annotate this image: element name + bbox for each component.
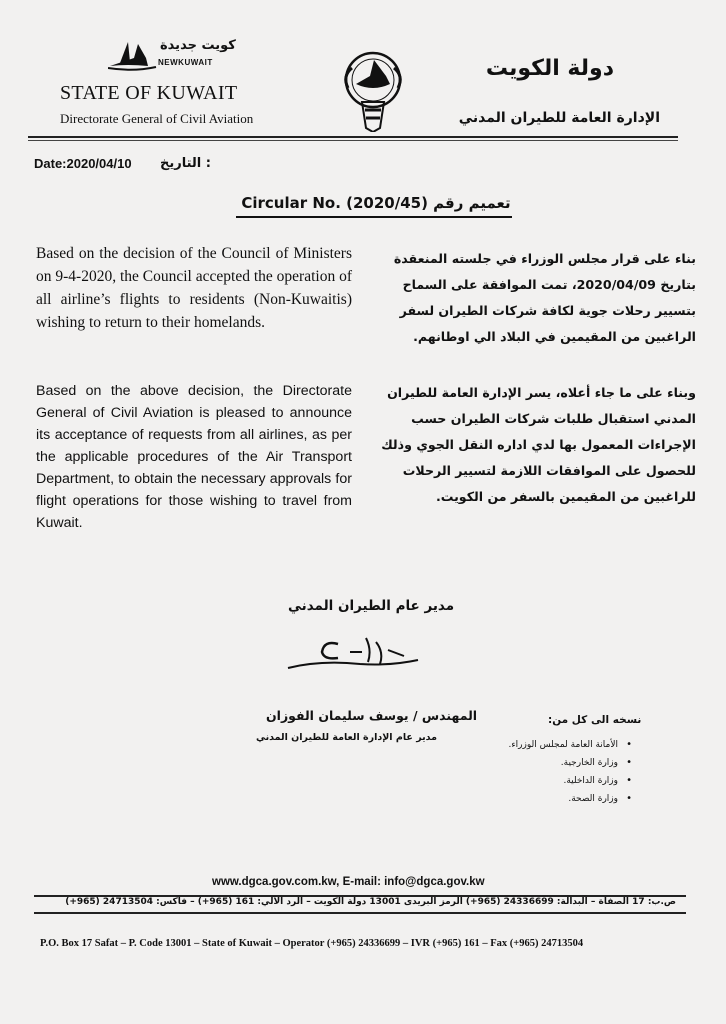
footer-divider-2 — [34, 912, 686, 914]
list-item: • وزارة الخارجية. — [460, 754, 632, 772]
kuwait-emblem-icon — [334, 48, 412, 132]
handwritten-signature — [280, 630, 420, 675]
newkuwait-english: NEWKUWAIT — [158, 58, 213, 67]
director-title-ar: مدير عام الطيران المدني — [288, 598, 455, 614]
list-item: • وزارة الداخلية. — [460, 772, 632, 790]
header-divider — [28, 136, 678, 138]
date-label: Date:2020/04/10 — [34, 156, 132, 171]
paragraph-1-ar: بناء على قرار مجلس الوزراء في جلسته المنعقدة بتاريخ 2020/04/09، تمت الموافقة على السماح بتسيير رحلات جوية لكافة شركات الطيران لسفر الراغبين من المقيمين في البلاد الي اوطانهم. — [393, 251, 696, 344]
paragraph-2-ar: وبناء على ما جاء أعلاه، يسر الإدارة العامة للطيران المدني استقبال طلبات شركات الطيران حسب الإجراءات المعمول بها لدي اداره النقل الجوي وذلك للحصول على الموافقات اللازمة لتسيير الرحلات للراغبين من المقيمين بالسفر من الكويت. — [381, 385, 696, 504]
footer-address-en: P.O. Box 17 Safat – P. Code 13001 – State of Kuwait – Operator (+965) 24336699 – IVR (+965) 161 – Fax (+965) 24713504 — [40, 938, 584, 949]
copies-list — [460, 736, 632, 808]
department-title-ar: الإدارة العامة للطيران المدني — [458, 110, 660, 126]
state-title-ar: دولة الكويت — [485, 56, 614, 81]
state-title-en: STATE OF KUWAIT — [60, 82, 238, 104]
footer-web-email: www.dgca.gov.com.kw, E-mail: info@dgca.gov.kw — [212, 876, 485, 888]
paragraph-2-en: Based on the above decision, the Directorate General of Civil Aviation is pleased to announce its acceptance of requests from all airlines, as per the applicable procedures of the Air Transport Department, to obtain the necessary approvals for flight operations for those wishing to travel from Kuwait. — [36, 383, 352, 531]
director-role-ar: مدير عام الإدارة العامة للطيران المدني — [256, 732, 438, 743]
newkuwait-arabic: كويت جديدة — [160, 38, 236, 53]
copies-label: نسخه الى كل من: — [548, 714, 642, 726]
director-name-ar: المهندس / يوسف سليمان الفوزان — [266, 708, 478, 723]
circular-title: Circular No. (2020/45) تعميم رقم — [241, 194, 511, 212]
footer-address-ar: ص.ب: 17 الصفاة – البدالة: 24336699 (965+) الرمز البريدى 13001 دولة الكويت – الرد الآلي: 161 (965+) – فاكس: 24713504 (965+) — [65, 897, 676, 907]
date-label-ar: : التاريخ — [160, 156, 211, 171]
list-item: • وزارة الصحة. — [460, 790, 632, 808]
list-item: • الأمانة العامة لمجلس الوزراء. — [460, 736, 632, 754]
circular-underline — [236, 216, 512, 218]
header-divider-thin — [28, 140, 678, 141]
paragraph-1-en: Based on the decision of the Council of Ministers on 9-4-2020, the Council accepted the operation of all airline’s flights to residents (Non-Kuwaitis) wishing to return to their homelands. — [36, 245, 352, 331]
department-title-en: Directorate General of Civil Aviation — [60, 111, 254, 126]
